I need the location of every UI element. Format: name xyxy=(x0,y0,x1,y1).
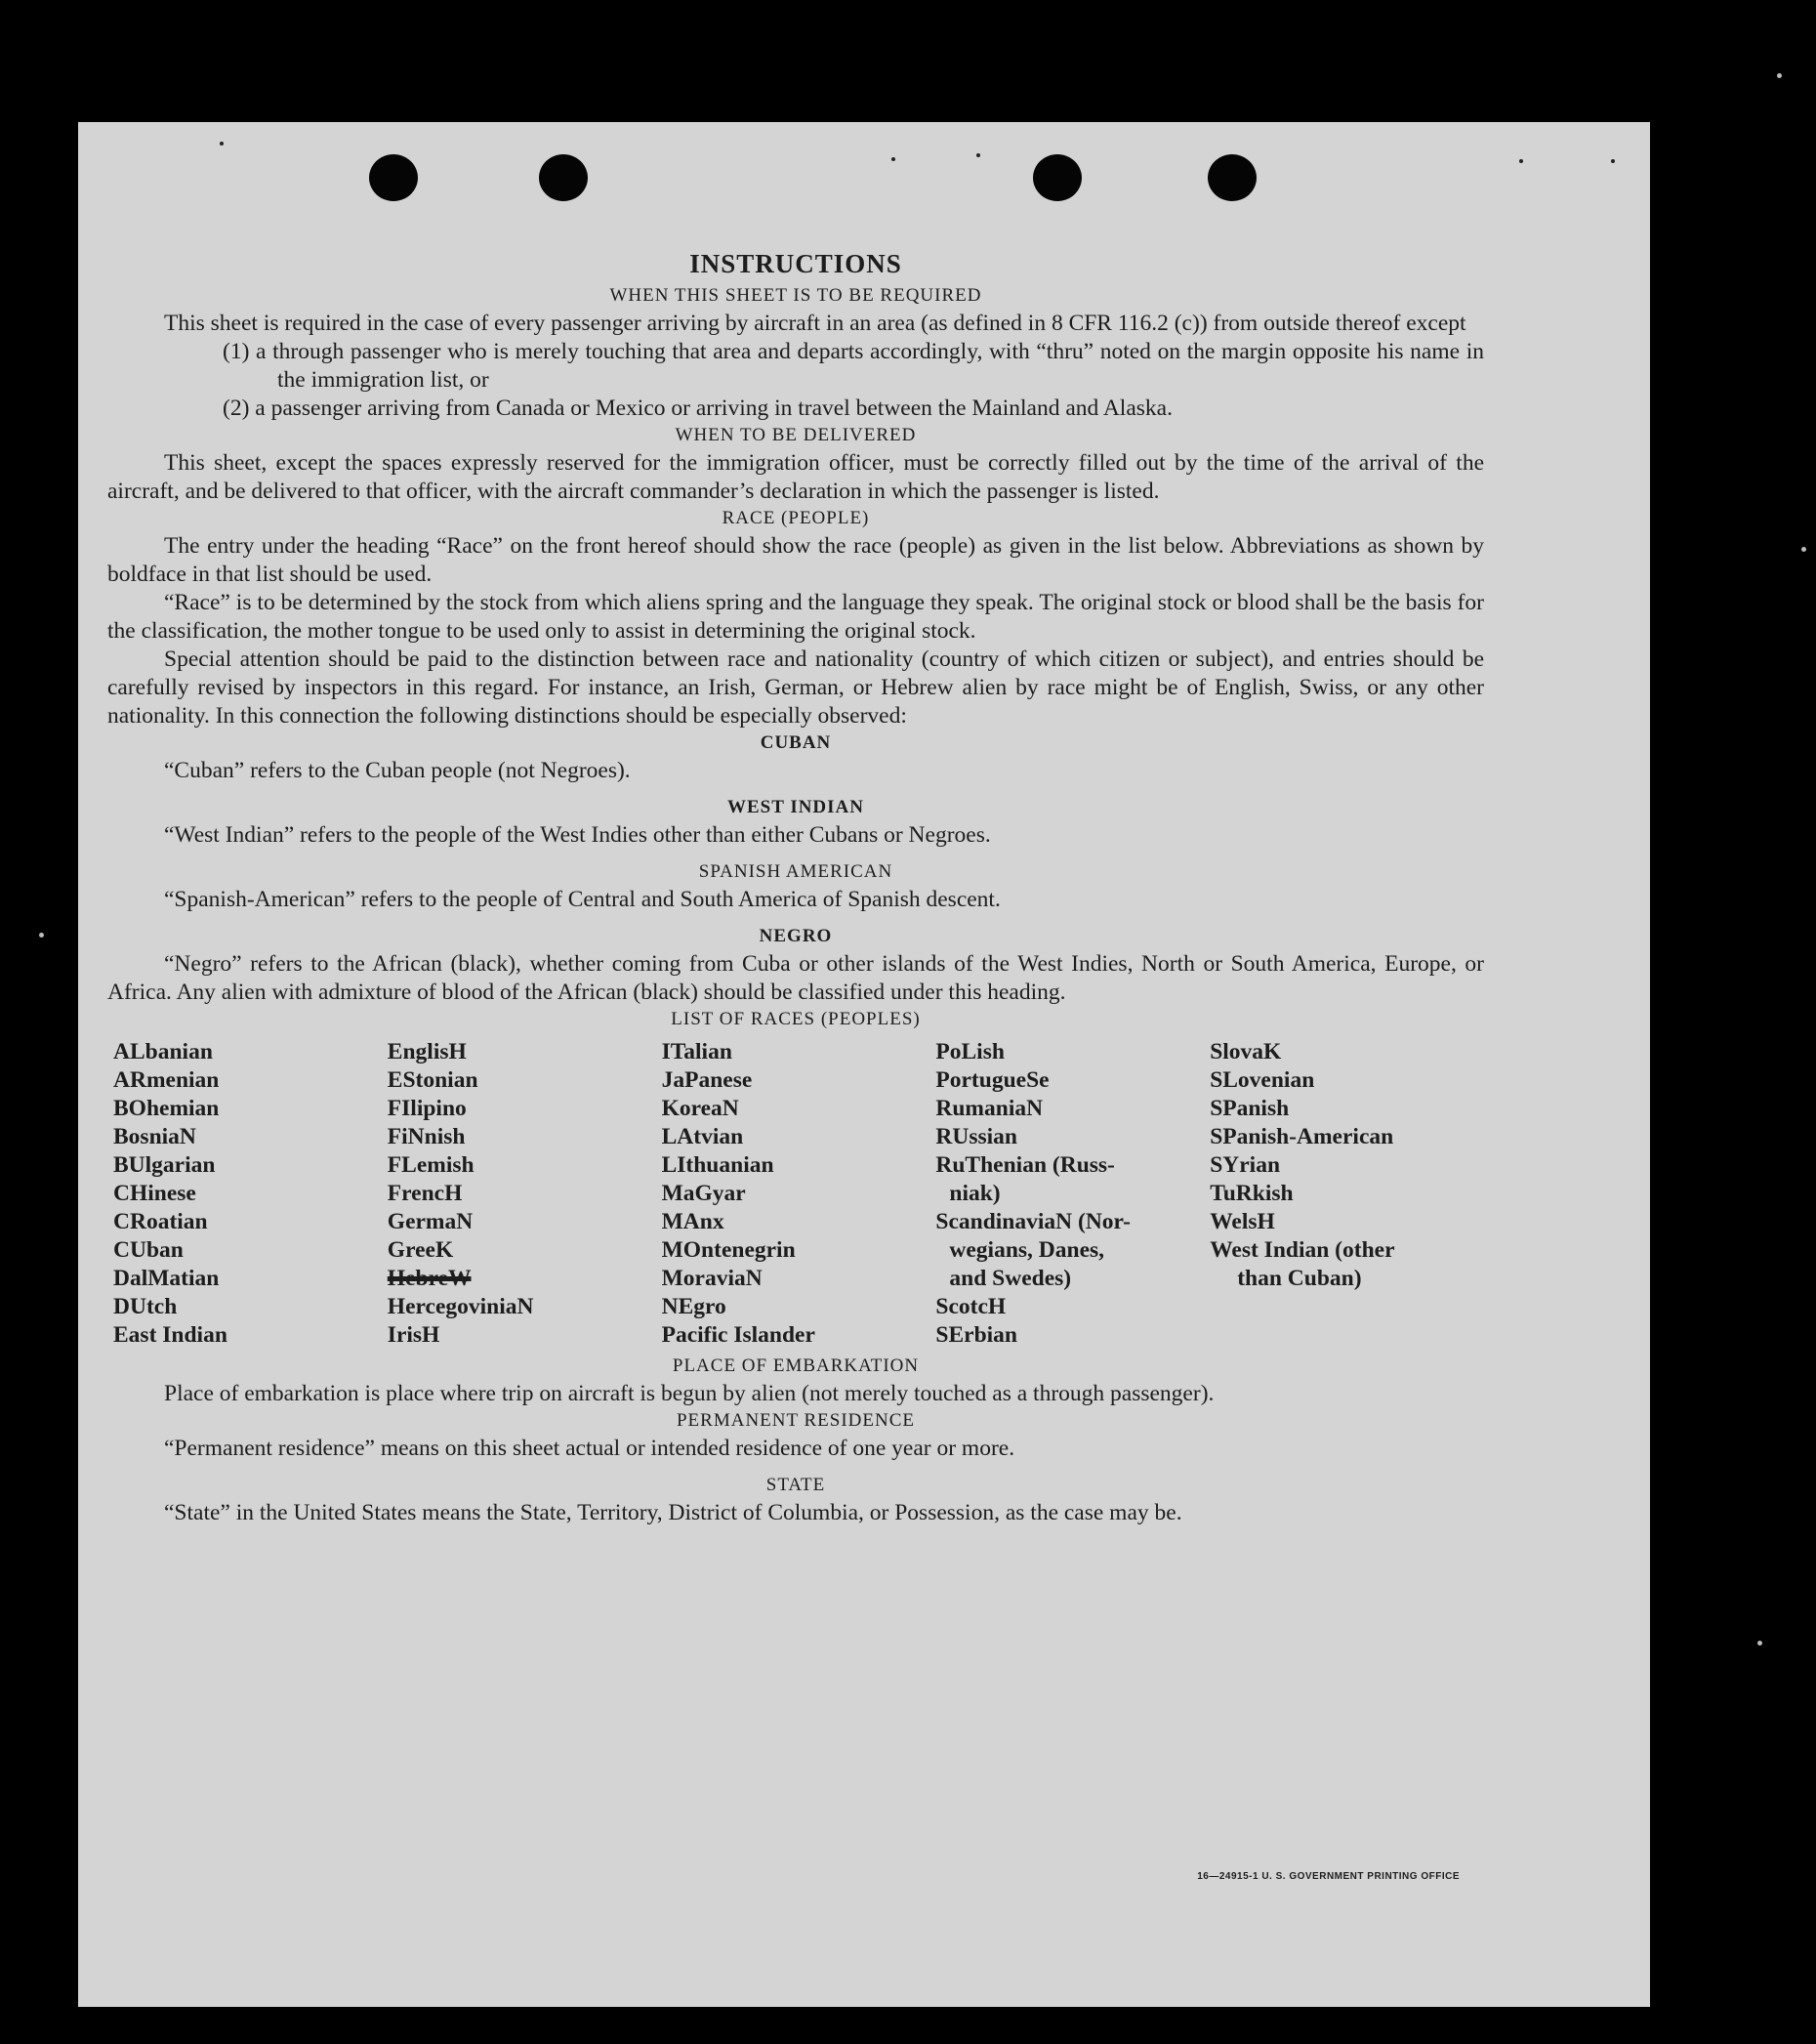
race-entry: FiNnish xyxy=(387,1124,466,1149)
race-entry: NEgro xyxy=(661,1294,726,1319)
heading-west-indian: WEST INDIAN xyxy=(727,797,864,817)
race-entry: MOntenegrin xyxy=(661,1237,796,1263)
race-entry: LAtvian xyxy=(661,1124,744,1149)
race-entry: SYrian xyxy=(1210,1152,1281,1178)
heading-when-required: WHEN THIS SHEET IS TO BE REQUIRED xyxy=(609,285,982,306)
paragraph-state: “State” in the United States means the State, Territory, District of Columbia, or Possession, as the case may be. xyxy=(164,1500,1182,1525)
speck xyxy=(1519,159,1523,163)
race-entry-continuation: and Swedes) xyxy=(949,1266,1072,1291)
race-entry: RuThenian (Russ- xyxy=(935,1152,1115,1178)
race-entry: BOhemian xyxy=(113,1096,220,1121)
paragraph-when-required: This sheet is required in the case of every passenger arriving by aircraft in an area (as defined in 8 CFR 116.2 (c)) from outside thereof except xyxy=(164,311,1466,336)
race-list xyxy=(113,1038,1484,1350)
race-entry: SlovaK xyxy=(1210,1039,1282,1064)
race-entry: DalMatian xyxy=(113,1266,220,1291)
race-entry: SPanish-American xyxy=(1210,1124,1394,1149)
paragraph-race-2: “Race” is to be determined by the stock from which aliens spring and the language they speak. The original stock or blood shall be the basis for the classification, the mother tongue to be used only to assist in determining the original stock. xyxy=(107,590,1484,644)
race-entry: BUlgarian xyxy=(113,1152,216,1178)
race-entry: ScandinaviaN (Nor- xyxy=(935,1209,1131,1234)
race-entry-struck: HebreW xyxy=(387,1266,472,1291)
print-code: 16—24915-1 U. S. GOVERNMENT PRINTING OFFICE xyxy=(1197,1871,1460,1882)
race-entry: ALbanian xyxy=(113,1039,213,1064)
speck xyxy=(1801,547,1806,552)
race-entry: LIthuanian xyxy=(661,1152,774,1178)
race-entry: JaPanese xyxy=(661,1067,753,1093)
race-entry: EnglisH xyxy=(387,1039,467,1064)
race-entry: PortugueSe xyxy=(935,1067,1050,1093)
paragraph-permanent-residence: “Permanent residence” means on this sheet actual or intended residence of one year or more. xyxy=(164,1436,1015,1461)
exception-item-1: (1) a through passenger who is merely touching that area and departs accordingly, with “thru” noted on the margin opposite his name in the immigration list, or xyxy=(223,339,1484,393)
heading-state: STATE xyxy=(765,1475,826,1495)
race-entry: EStonian xyxy=(387,1067,478,1093)
race-entry: CRoatian xyxy=(113,1209,208,1234)
race-entry: MAnx xyxy=(661,1209,724,1234)
punch-hole xyxy=(539,154,588,201)
heading-list-of-races: LIST OF RACES (PEOPLES) xyxy=(671,1009,921,1029)
paragraph-spanish-american: “Spanish-American” refers to the people of Central and South America of Spanish descent. xyxy=(164,887,1001,912)
speck xyxy=(976,153,980,157)
speck xyxy=(1777,73,1782,78)
race-entry: Pacific Islander xyxy=(661,1322,815,1348)
speck xyxy=(1611,159,1615,163)
race-entry: MaGyar xyxy=(661,1181,746,1206)
race-entry-continuation: wegians, Danes, xyxy=(949,1237,1105,1263)
heading-embarkation: PLACE OF EMBARKATION xyxy=(672,1356,920,1376)
race-entry: DUtch xyxy=(113,1294,178,1319)
race-entry: MoraviaN xyxy=(661,1266,763,1291)
paragraph-cuban: “Cuban” refers to the Cuban people (not Negroes). xyxy=(164,758,631,783)
race-entry: SPanish xyxy=(1210,1096,1290,1121)
heading-when-delivered: WHEN TO BE DELIVERED xyxy=(675,425,917,445)
punch-hole xyxy=(1208,154,1257,201)
race-entry-continuation: than Cuban) xyxy=(1237,1266,1362,1291)
race-entry: FLemish xyxy=(387,1152,475,1178)
document-page xyxy=(78,122,1650,2007)
race-entry: ARmenian xyxy=(113,1067,220,1093)
race-entry: KoreaN xyxy=(661,1096,739,1121)
race-entry: PoLish xyxy=(935,1039,1005,1064)
race-entry: SLovenian xyxy=(1210,1067,1315,1093)
punch-hole xyxy=(1033,154,1082,201)
race-entry: IrisH xyxy=(387,1322,440,1348)
instructions-body xyxy=(107,249,1484,1527)
race-entry: GreeK xyxy=(387,1237,454,1263)
heading-cuban: CUBAN xyxy=(760,732,832,753)
heading-negro: NEGRO xyxy=(759,926,833,946)
paragraph-race-3: Special attention should be paid to the distinction between race and nationality (country of which citizen or subject), and entries should be carefully revised by inspectors in this regard. For instance, an Irish, German, or Hebrew alien by race might be of English, Swiss, or any other nationality. In this connection the following distinctions should be especially observed: xyxy=(107,647,1484,729)
race-column-4 xyxy=(935,1038,1210,1350)
heading-race: RACE (PEOPLE) xyxy=(722,508,870,528)
race-entry: CHinese xyxy=(113,1181,196,1206)
heading-permanent-residence: PERMANENT RESIDENCE xyxy=(676,1410,916,1431)
race-entry: ITalian xyxy=(661,1039,732,1064)
exception-item-2: (2) a passenger arriving from Canada or Mexico or arriving in travel between the Mainland and Alaska. xyxy=(223,396,1173,421)
heading-spanish-american: SPANISH AMERICAN xyxy=(698,861,893,882)
race-column-5 xyxy=(1210,1038,1484,1350)
race-entry: WelsH xyxy=(1210,1209,1275,1234)
race-entry: SErbian xyxy=(935,1322,1017,1348)
speck xyxy=(220,142,224,146)
race-entry: East Indian xyxy=(113,1322,227,1348)
race-entry: CUban xyxy=(113,1237,184,1263)
race-entry: HercegovinіaN xyxy=(387,1294,534,1319)
race-column-3 xyxy=(662,1038,936,1350)
paragraph-negro: “Negro” refers to the African (black), whether coming from Cuba or other islands of the West Indies, North or South America, Europe, or Africa. Any alien with admixture of blood of the African (black) should be classified under this heading. xyxy=(107,951,1484,1005)
punch-hole xyxy=(369,154,418,201)
race-entry: ScotcH xyxy=(935,1294,1007,1319)
race-column-2 xyxy=(388,1038,662,1350)
race-entry: RUssian xyxy=(935,1124,1017,1149)
race-column-1 xyxy=(113,1038,388,1350)
race-entry-continuation: niak) xyxy=(949,1181,1001,1206)
paragraph-when-delivered: This sheet, except the spaces expressly reserved for the immigration officer, must be correctly filled out by the time of the arrival of the aircraft, and be delivered to that officer, with the aircraft commander’s declaration in which the passenger is listed. xyxy=(107,450,1484,504)
race-entry: FrencH xyxy=(387,1181,463,1206)
page-title: INSTRUCTIONS xyxy=(689,249,902,278)
race-entry: West Indian (other xyxy=(1210,1237,1395,1263)
speck xyxy=(1757,1641,1762,1646)
race-entry: GermaN xyxy=(387,1209,474,1234)
race-entry: FIlipino xyxy=(387,1096,467,1121)
race-entry: RumaniaN xyxy=(935,1096,1044,1121)
race-entry: BosniaN xyxy=(113,1124,196,1149)
paragraph-west-indian: “West Indian” refers to the people of the West Indies other than either Cubans or Negroes. xyxy=(164,822,991,848)
speck xyxy=(891,157,895,161)
race-entry: TuRkish xyxy=(1210,1181,1294,1206)
speck xyxy=(39,933,44,938)
paragraph-race-1: The entry under the heading “Race” on the front hereof should show the race (people) as given in the list below. Abbreviations as shown by boldface in that list should be used. xyxy=(107,533,1484,587)
paragraph-embarkation: Place of embarkation is place where trip on aircraft is begun by alien (not merely touched as a through passenger). xyxy=(164,1381,1215,1406)
